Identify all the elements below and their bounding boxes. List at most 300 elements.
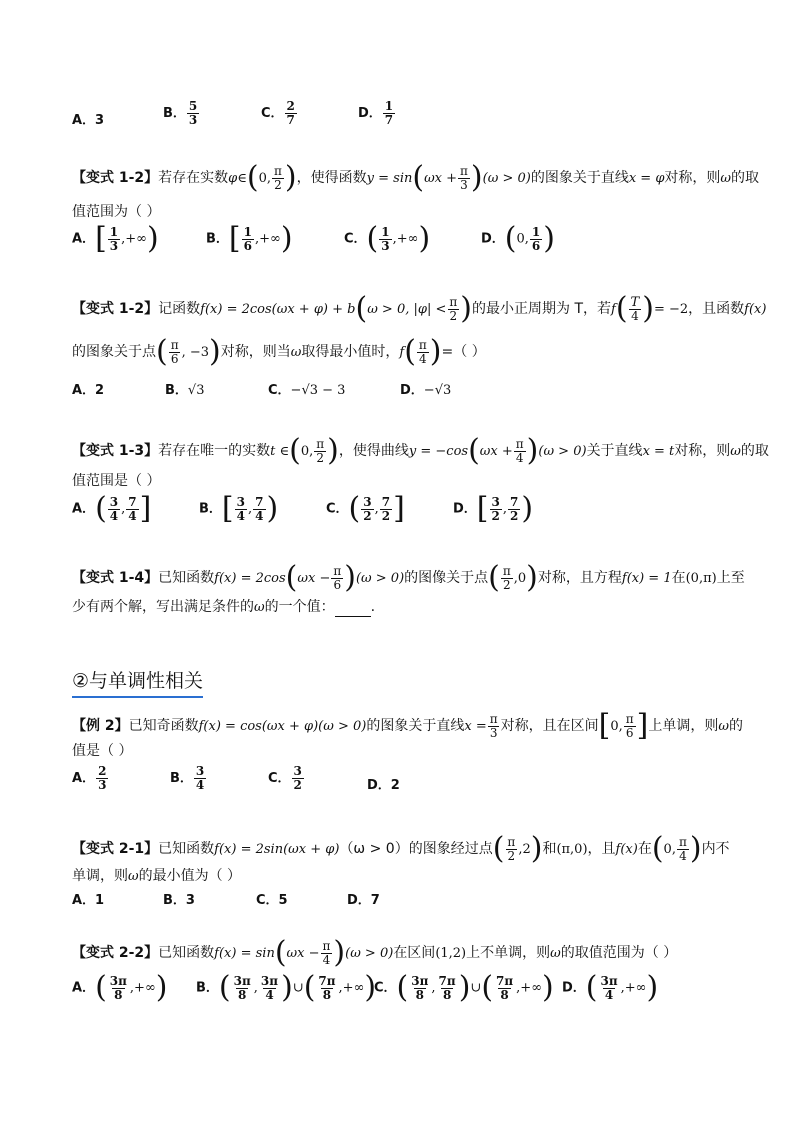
fraction	[629, 296, 642, 323]
fraction	[272, 165, 284, 192]
paren-open: (	[246, 160, 259, 195]
text: 若存在实数	[158, 170, 229, 186]
option-c: C．5	[256, 893, 288, 908]
text: 的取	[740, 443, 769, 459]
question-v22-line1	[72, 935, 678, 970]
fraction	[169, 339, 181, 366]
math: x =	[464, 719, 487, 734]
bracket-close: ]	[139, 491, 152, 526]
paren-open: (	[285, 560, 298, 595]
math: ,+∞	[516, 980, 543, 996]
math: ,+∞	[392, 231, 419, 247]
option-d-fraction	[383, 100, 395, 127]
option-b	[163, 100, 200, 127]
fraction	[437, 975, 458, 1002]
fraction	[505, 836, 517, 863]
text: 的最小值为（ ）	[138, 868, 242, 884]
denominator: 4	[322, 952, 331, 967]
fraction	[108, 226, 120, 253]
fraction	[194, 765, 206, 792]
union-symbol: ∪	[470, 980, 482, 996]
text: 的图象经过点	[408, 841, 493, 857]
option-b	[170, 765, 207, 792]
text: 的	[728, 718, 743, 734]
denominator: 2	[491, 508, 500, 523]
math: (ω > 0)	[355, 571, 405, 586]
paren-open: (	[95, 970, 107, 1005]
denominator: 7	[286, 113, 295, 127]
numerator: 3	[491, 494, 500, 509]
numerator: 3π	[109, 973, 127, 988]
paren-close: )	[281, 970, 293, 1005]
option-label: C．	[344, 231, 367, 247]
option-c-fraction	[285, 100, 297, 127]
question-v14-line2: 少有两个解，写出满足条件的ω的一个值： .	[72, 599, 376, 615]
numerator: π	[449, 294, 458, 309]
denominator: 4	[265, 987, 274, 1002]
denominator: 3	[489, 725, 498, 740]
numerator: π	[502, 563, 511, 578]
option-a	[72, 109, 104, 128]
numerator: 3π	[260, 973, 279, 988]
text: 已知函数	[158, 841, 215, 857]
numerator: π	[322, 938, 331, 953]
option-a	[72, 221, 159, 256]
math: ωx +	[424, 171, 458, 186]
text: 在	[671, 570, 686, 586]
paren-close: )	[543, 221, 555, 256]
numerator: 3	[363, 494, 372, 509]
paren-close: )	[333, 935, 346, 970]
paren-open: (	[303, 970, 316, 1005]
fraction	[232, 975, 253, 1002]
fraction	[108, 496, 120, 523]
numerator: 1	[531, 224, 541, 239]
math: (ω > 0)	[538, 444, 587, 459]
math: (ω > 0)	[482, 171, 531, 186]
option-value: −√3	[423, 383, 452, 398]
paren-close: )	[542, 970, 554, 1005]
denominator: 7	[384, 113, 394, 127]
text: 对称，且方程	[537, 570, 622, 586]
option-value: −√3 − 3	[290, 383, 346, 398]
denominator: 6	[531, 238, 541, 253]
option-label: C．	[268, 383, 291, 398]
paren-close: )	[209, 334, 221, 369]
comma: ,	[121, 501, 126, 517]
paren-close: )	[155, 970, 168, 1005]
option-a	[72, 491, 152, 526]
fraction	[126, 496, 138, 523]
text: 上不单调，则	[466, 945, 551, 961]
bracket-open: [	[476, 491, 489, 526]
option-label: A．	[72, 980, 96, 996]
text: 的取	[731, 170, 760, 186]
option-label: B．	[170, 771, 193, 786]
paren-close: )	[429, 334, 442, 369]
paren-open: (	[488, 560, 500, 595]
math: y = −cos	[408, 444, 469, 459]
text: 和	[542, 841, 557, 857]
fraction	[331, 565, 343, 592]
paren-close: )	[646, 970, 659, 1005]
fraction	[379, 226, 391, 253]
denominator: 8	[322, 987, 332, 1002]
fraction	[458, 165, 470, 192]
fraction	[361, 496, 373, 523]
question-tag: 【变式 2-1】	[72, 841, 159, 857]
denominator: 2	[293, 778, 302, 792]
option-b	[199, 491, 279, 526]
numerator: π	[515, 436, 524, 451]
question-v21-line2	[72, 867, 241, 886]
comma: ,	[431, 980, 436, 996]
question-v13-line2: 值范围是（ ）	[72, 473, 161, 489]
fraction	[108, 975, 129, 1002]
option-label: B．	[206, 231, 229, 247]
paren-open: (	[348, 491, 361, 526]
denominator: 4	[679, 848, 687, 863]
text: 对称，则	[664, 170, 721, 186]
numerator: 7	[510, 494, 519, 509]
option-d: D．2	[367, 778, 400, 793]
numerator: 7	[128, 494, 137, 509]
math: x = φ	[628, 171, 665, 186]
fraction	[242, 226, 254, 253]
text: 已知奇函数	[128, 718, 199, 734]
math: ω	[720, 171, 732, 186]
text: 在区间	[393, 945, 436, 961]
numerator: π	[316, 436, 325, 451]
text: 的图像关于点	[404, 570, 489, 586]
paren-close: )	[458, 970, 471, 1005]
text: 上至	[716, 570, 745, 586]
text: ，使得函数	[296, 170, 367, 186]
paren-open: (	[274, 935, 287, 970]
question-tag: 【变式 1-2】	[72, 301, 159, 317]
text: 上单调，则	[648, 718, 719, 734]
math: ωx −	[286, 946, 320, 961]
text: 内不	[701, 841, 730, 857]
numerator: π	[170, 337, 179, 352]
math: (π,0)	[556, 842, 588, 857]
fraction	[494, 975, 515, 1002]
math: (0,π)	[685, 571, 717, 586]
math: ωx −	[297, 571, 331, 586]
math: f(x)	[744, 302, 767, 317]
math: ω	[254, 600, 265, 615]
option-d	[400, 379, 451, 398]
numerator: T	[630, 294, 640, 310]
question-ex2-line2: 值是（ ）	[72, 743, 133, 759]
math: f(x) = 2sin(ωx + φ)	[214, 842, 340, 857]
bracket-close: ]	[636, 708, 649, 743]
option-b	[196, 970, 377, 1005]
text: ，且函数	[688, 301, 745, 317]
paren-open: (	[396, 970, 409, 1005]
denominator: 2	[381, 508, 391, 523]
text: 记函数	[158, 301, 201, 317]
question-v13-line1	[72, 433, 769, 468]
text: 的图象关于直线	[366, 718, 465, 734]
paren-close: )	[689, 831, 702, 866]
numerator: π	[625, 711, 634, 726]
math: f(x) = 1	[621, 571, 672, 586]
fraction	[677, 836, 689, 863]
math: ω	[290, 345, 302, 360]
paren-open: (	[355, 291, 368, 326]
math: f(x)	[615, 842, 638, 857]
denominator: 6	[170, 351, 179, 366]
fraction	[321, 940, 333, 967]
fraction	[314, 438, 326, 465]
text: 的图象关于直线	[530, 170, 629, 186]
question-v12b-line1	[72, 291, 767, 326]
denominator: 4	[515, 450, 524, 465]
math: f(x) = 2cos(ωx + φ) + b	[200, 302, 356, 317]
question-v14-line1	[72, 560, 745, 595]
fraction	[488, 713, 500, 740]
option-c	[268, 379, 345, 398]
paren-open: (	[468, 433, 480, 468]
text: 的取值范围为（ ）	[560, 945, 678, 961]
math: ω	[128, 869, 139, 884]
fraction	[259, 975, 280, 1002]
math: f	[611, 302, 616, 317]
denominator: 8	[415, 987, 425, 1002]
paren-open: (	[504, 221, 517, 256]
option-value: √3	[187, 383, 205, 398]
numerator: 2	[98, 764, 107, 778]
fraction	[235, 496, 247, 523]
fraction	[253, 496, 265, 523]
paren-close: )	[526, 560, 538, 595]
math: 0,	[258, 171, 272, 186]
text: 的图象关于点	[72, 344, 156, 360]
question-tag: 【变式 1-3】	[72, 443, 159, 459]
bracket-open: [	[221, 491, 234, 526]
numerator: 2	[286, 99, 295, 113]
fraction	[530, 226, 542, 253]
fraction	[292, 765, 304, 792]
option-label: C．	[326, 501, 349, 517]
math: y = sin	[366, 171, 413, 186]
question-v12a-line1	[72, 160, 760, 195]
denominator: 4	[604, 987, 614, 1002]
numerator: 7π	[496, 973, 514, 988]
text: 对称，则当	[220, 344, 291, 360]
text: ，使得曲线	[338, 443, 409, 459]
question-v12b-line2	[72, 334, 486, 369]
fraction	[417, 339, 429, 366]
numerator: π	[333, 563, 342, 578]
paren-open: (	[366, 221, 379, 256]
option-a: A．2	[72, 383, 105, 398]
denominator: 2	[507, 848, 516, 863]
numerator: 3	[236, 494, 245, 509]
paren-close: )	[280, 221, 293, 256]
denominator: 3	[381, 238, 390, 253]
text: 对称，则	[674, 443, 731, 459]
paren-close: )	[364, 970, 377, 1005]
paren-open: (	[492, 831, 505, 866]
numerator: 3π	[600, 973, 618, 988]
math: f(x) = 2cos	[214, 571, 286, 586]
option-b	[206, 221, 293, 256]
math: φ∈	[228, 171, 247, 186]
denominator: 6	[333, 577, 342, 592]
numerator: 3	[195, 764, 205, 778]
fraction	[447, 296, 459, 323]
denominator: 8	[114, 987, 123, 1002]
numerator: 5	[188, 99, 198, 113]
math: = −2	[653, 302, 689, 317]
option-label: B．	[196, 980, 219, 996]
math: ωx +	[479, 444, 513, 459]
comma: ,	[253, 980, 258, 996]
denominator: 3	[460, 177, 468, 192]
question-tag: 【变式 1-4】	[72, 570, 159, 586]
bracket-open: [	[228, 221, 241, 256]
math: x = t	[642, 444, 675, 459]
option-label: D．	[481, 231, 505, 247]
denominator: 3	[109, 238, 119, 253]
text: 关于直线	[586, 443, 643, 459]
comma: ,	[248, 501, 253, 517]
numerator: π	[678, 834, 687, 849]
numerator: π	[507, 834, 516, 849]
math: , −3	[181, 345, 210, 360]
option-a-text: A．3	[72, 113, 105, 128]
numerator: π	[274, 163, 282, 178]
option-a	[72, 970, 168, 1005]
math: ,+∞	[338, 980, 365, 996]
answer-blank[interactable]	[335, 604, 371, 617]
question-ex2-line1	[72, 708, 743, 743]
numerator: π	[418, 337, 427, 352]
math: f(x) = cos(ωx + φ)(ω > 0)	[198, 719, 367, 734]
math: f(x) = sin	[214, 946, 275, 961]
option-c	[261, 100, 298, 127]
denominator: 2	[316, 450, 325, 465]
denominator: 4	[631, 308, 639, 323]
option-a	[72, 765, 109, 792]
denominator: 8	[500, 987, 509, 1002]
denominator: 2	[274, 177, 282, 192]
text: 已知函数	[158, 945, 215, 961]
option-c	[374, 970, 554, 1005]
denominator: 4	[195, 778, 205, 792]
question-tag: 【例 2】	[72, 718, 129, 734]
denominator: 4	[419, 351, 427, 366]
fraction	[490, 496, 502, 523]
paren-close: )	[526, 433, 539, 468]
fraction	[316, 975, 337, 1002]
option-label: C．	[268, 771, 291, 786]
paren-open: (	[218, 970, 231, 1005]
denominator: 6	[625, 725, 634, 740]
option-c	[344, 221, 431, 256]
numerator: 3π	[233, 973, 251, 988]
denominator: 4	[255, 508, 264, 523]
option-b-label: B．	[163, 106, 186, 121]
text: =（ ）	[441, 344, 486, 360]
text: 的最小正周期为 T，若	[472, 301, 612, 317]
paren-close: )	[521, 491, 534, 526]
question-v21-line1	[72, 831, 730, 866]
text: 少有两个解，写出满足条件的	[72, 599, 254, 615]
fraction	[514, 438, 526, 465]
section-title: ②与单调性相关	[72, 666, 203, 698]
question-tag: 【变式 2-2】	[72, 945, 159, 961]
numerator: π	[489, 711, 498, 726]
option-label: B．	[165, 383, 188, 398]
paren-open: (	[156, 334, 168, 369]
text: 若存在唯一的实数	[158, 443, 271, 459]
denominator: 3	[188, 113, 198, 127]
text: 取得最小值时，	[301, 344, 400, 360]
text: ，且	[587, 841, 616, 857]
math: ,+∞	[129, 980, 156, 996]
paren-close: )	[460, 291, 472, 326]
paren-open: (	[289, 433, 301, 468]
denominator: 2	[503, 577, 511, 592]
numerator: 7	[255, 494, 264, 509]
text: 在	[637, 841, 652, 857]
paren-open: (	[651, 831, 664, 866]
question-tag: 【变式 1-2】	[72, 170, 159, 186]
option-label: C．	[374, 980, 397, 996]
paren-close: )	[327, 433, 339, 468]
paren-open: (	[412, 160, 425, 195]
denominator: 3	[98, 778, 107, 792]
denominator: 4	[128, 508, 137, 523]
text: 已知函数	[158, 570, 215, 586]
union-symbol: ∪	[292, 980, 304, 996]
paren-close: )	[642, 291, 654, 326]
math: 0,	[300, 444, 314, 459]
fraction	[96, 765, 108, 792]
text: 对称，且在区间	[500, 718, 599, 734]
denominator: 2	[449, 308, 458, 323]
option-label: A．	[72, 501, 96, 517]
numerator: π	[460, 163, 468, 178]
fraction	[599, 975, 620, 1002]
numerator: 3π	[411, 973, 429, 988]
fraction	[380, 496, 392, 523]
comma: ,	[502, 501, 508, 517]
option-b-fraction	[187, 100, 199, 127]
math: ,0	[513, 571, 527, 586]
math: ,2	[518, 842, 531, 857]
math: ω	[550, 946, 561, 961]
option-b: B．3	[163, 893, 195, 908]
numerator: 1	[381, 224, 390, 239]
math: (ω > 0)	[345, 946, 394, 961]
denominator: 8	[442, 987, 452, 1002]
numerator: 7π	[318, 973, 336, 988]
math: ω	[730, 444, 741, 459]
paren-close: )	[344, 560, 356, 595]
bracket-close: ]	[393, 491, 405, 526]
option-label: A．	[72, 771, 96, 786]
option-label: B．	[199, 501, 222, 517]
math: f	[399, 345, 405, 360]
paren-open: (	[95, 491, 107, 526]
paren-open: (	[481, 970, 494, 1005]
fraction	[409, 975, 430, 1002]
math: (1,2)	[435, 946, 467, 961]
